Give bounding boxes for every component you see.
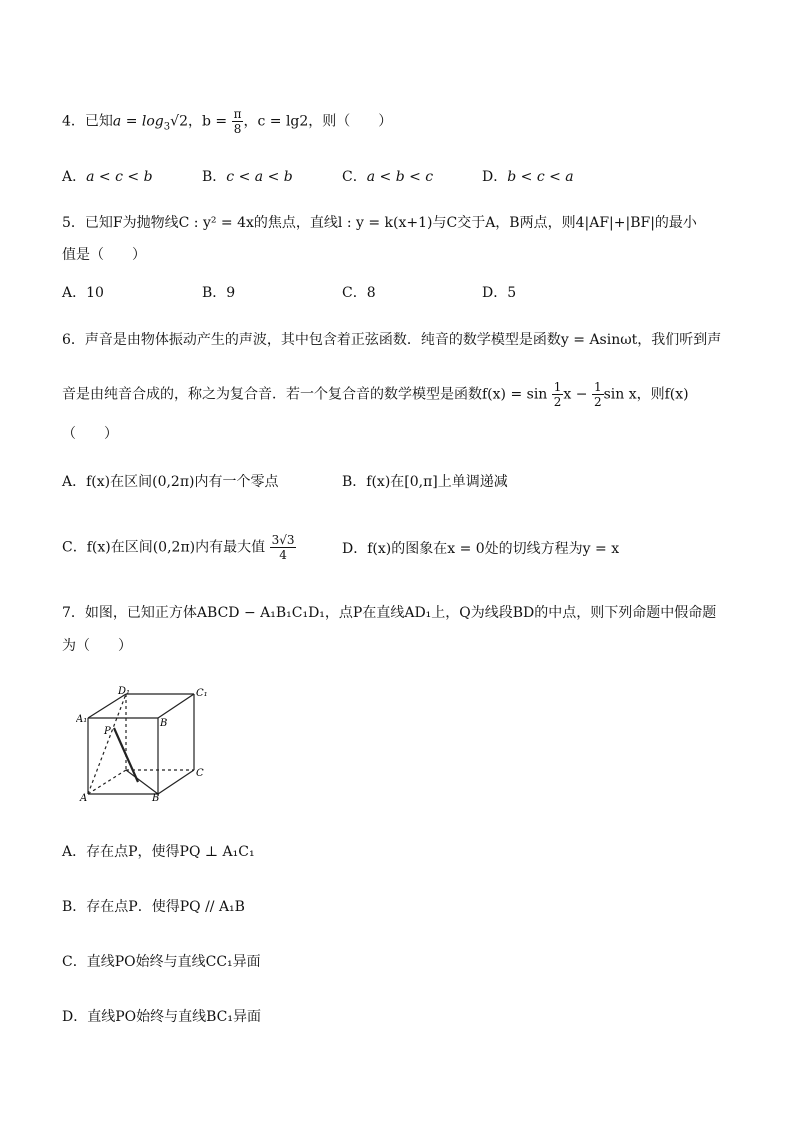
- q6-opt-c-fraction: [270, 533, 297, 562]
- q7-option-c[interactable]: [62, 952, 261, 972]
- option-text: 10: [86, 285, 104, 301]
- option-text: a < b < c: [366, 169, 434, 185]
- q4-a-arg: √2: [170, 113, 188, 130]
- q4-a-expr: a = log: [112, 113, 164, 130]
- option-label: B．: [202, 169, 227, 185]
- label-b1: B: [160, 718, 168, 729]
- q6-fraction-2: [592, 380, 604, 409]
- option-label: C．: [62, 954, 87, 970]
- option-text: 存在点P，使得PQ ⊥ A₁C₁: [86, 844, 255, 860]
- q6-option-b[interactable]: B．f(x)在[0,π]上单调递减: [342, 474, 508, 490]
- option-label: A．: [62, 285, 87, 301]
- question-5-line-1: 5．已知F为抛物线C : y² = 4x的焦点，直线l : y = k(x+1)与C交于A，B两点，则4|AF|+|BF|的最小: [62, 215, 697, 231]
- option-label: B．: [62, 899, 87, 915]
- option-text: a < c < b: [86, 169, 153, 185]
- q6-f2-den: 2: [593, 395, 602, 409]
- q6-f2-num: 1: [593, 380, 602, 394]
- option-label: A．: [62, 844, 87, 860]
- q5-option-a[interactable]: [62, 283, 104, 303]
- label-a1: A₁: [76, 714, 88, 725]
- q4-b-lhs: ，b =: [187, 113, 228, 130]
- q4-option-c[interactable]: [342, 167, 433, 187]
- question-6-line-3: （ ）: [62, 426, 118, 442]
- q4-b-num: π: [233, 107, 242, 121]
- q6-f1-num: 1: [553, 380, 562, 394]
- option-text: 5: [507, 285, 517, 301]
- label-a: A: [80, 793, 88, 802]
- q4-option-a[interactable]: [62, 167, 153, 187]
- q4-b-fraction: [232, 107, 244, 136]
- q6-option-c[interactable]: [62, 533, 296, 562]
- q6-option-a[interactable]: A．f(x)在区间(0,2π)内有一个零点: [62, 474, 279, 490]
- q4-c-expr: ，c = lg2，则（ ）: [243, 113, 393, 130]
- q6-opt-c-pre: C．f(x)在区间(0,2π)内有最大值: [62, 539, 266, 556]
- question-7-line-1: 7．如图，已知正方体ABCD − A₁B₁C₁D₁，点P在直线AD₁上，Q为线段BD的中点，则下列命题中假命题: [62, 605, 717, 621]
- label-c1: C₁: [196, 688, 208, 699]
- q5-option-c[interactable]: [342, 283, 376, 303]
- q6-opt-c-num: 3√3: [271, 533, 295, 547]
- q5-option-b[interactable]: [202, 283, 235, 303]
- q4-option-b[interactable]: [202, 167, 293, 187]
- question-6-line-2: [62, 380, 689, 409]
- q7-option-a[interactable]: [62, 842, 255, 862]
- question-5-line-2: 值是（ ）: [62, 247, 146, 263]
- q5-option-d[interactable]: [482, 283, 516, 303]
- option-label: D．: [482, 285, 508, 301]
- option-label: D．: [482, 169, 508, 185]
- q4-b-den: 8: [233, 122, 242, 136]
- question-6-line-1: 6．声音是由物体振动产生的声波，其中包含着正弦函数．纯音的数学模型是函数y = Asinωt，我们听到声: [62, 332, 722, 348]
- option-text: b < c < a: [507, 169, 574, 185]
- option-label: B．: [202, 285, 227, 301]
- q4-a-sub: 3: [163, 121, 171, 133]
- label-b: B: [152, 793, 160, 802]
- option-text: c < a < b: [226, 169, 293, 185]
- option-label: A．: [62, 169, 87, 185]
- q4-option-d[interactable]: [482, 167, 574, 187]
- q6-opt-c-den: 4: [279, 548, 287, 562]
- q6-option-d[interactable]: D．f(x)的图象在x = 0处的切线方程为y = x: [342, 541, 620, 557]
- cube-figure: [76, 684, 216, 802]
- label-p: P: [104, 726, 111, 737]
- option-label: C．: [342, 169, 367, 185]
- option-text: 8: [366, 285, 376, 301]
- q6-fraction-1: [552, 380, 564, 409]
- q7-option-b[interactable]: [62, 897, 245, 917]
- option-label: C．: [342, 285, 367, 301]
- q6-line2-pre: 音是由纯音合成的，称之为复合音．若一个复合音的数学模型是函数f(x) = sin: [62, 386, 548, 403]
- question-4-stem: [62, 107, 392, 137]
- option-label: D．: [62, 1009, 88, 1025]
- option-text: 存在点P．使得PQ // A₁B: [86, 899, 245, 915]
- q4-prefix: 4．已知: [62, 113, 113, 130]
- option-text: 直线PO始终与直线CC₁异面: [86, 954, 261, 970]
- q6-line2-mid: x −: [563, 386, 588, 403]
- q6-line2-post: sin x，则f(x): [603, 386, 689, 403]
- label-d1: D₁: [118, 686, 131, 697]
- option-text: 直线PO始终与直线BC₁异面: [87, 1009, 262, 1025]
- label-c: C: [196, 768, 204, 779]
- q6-f1-den: 2: [553, 395, 562, 409]
- q7-option-d[interactable]: [62, 1007, 261, 1027]
- question-7-line-2: 为（ ）: [62, 638, 132, 654]
- option-text: 9: [226, 285, 236, 301]
